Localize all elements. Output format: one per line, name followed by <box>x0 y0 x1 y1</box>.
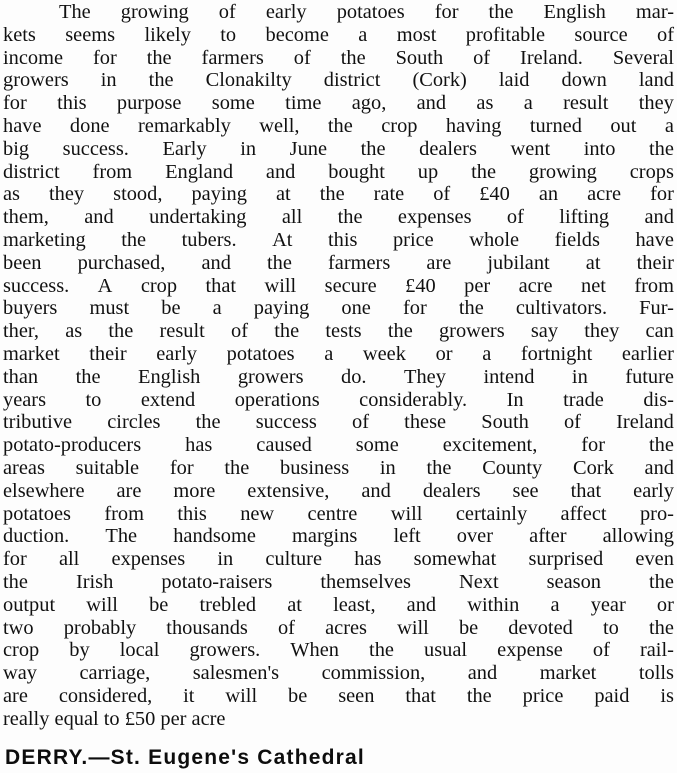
article-line: big success. Early in June the dealers went into the <box>3 137 674 160</box>
section-heading: DERRY.—St. Eugene's Cathedral <box>5 746 365 769</box>
article-line: duction. The handsome margins left over after allowing <box>3 525 674 548</box>
article-line: really equal to £50 per acre <box>3 707 226 730</box>
article-line: ther, as the result of the tests the growers say they can <box>3 320 674 343</box>
article-line: output will be trebled at least, and within a year or <box>3 593 674 616</box>
article-line: as they stood, paying at the rate of £40 an acre for <box>3 183 674 206</box>
article-line: The growing of early potatoes for the English mar- <box>59 1 674 23</box>
article-line: growers in the Clonakilty district (Cork) laid down land <box>3 69 674 92</box>
article-line: crop by local growers. When the usual expense of rail- <box>3 639 674 662</box>
article-line: the Irish potato-raisers themselves Next season the <box>3 570 674 593</box>
article-line: have done remarkably well, the crop having turned out a <box>3 114 674 137</box>
article-line: elsewhere are more extensive, and dealers see that early <box>3 479 674 502</box>
article-line: than the English growers do. They intend in future <box>3 365 674 388</box>
article-line: market their early potatoes a week or a fortnight earlier <box>3 342 674 365</box>
article-body <box>3 1 674 731</box>
article-line: for this purpose some time ago, and as a result they <box>3 92 674 115</box>
article-line: them, and undertaking all the expenses of lifting and <box>3 206 674 229</box>
article-line: years to extend operations considerably. In trade dis- <box>3 388 674 411</box>
article-line: success. A crop that will secure £40 per acre net from <box>3 274 674 297</box>
article-line: two probably thousands of acres will be devoted to the <box>3 616 674 639</box>
article-line: are considered, it will be seen that the price paid is <box>3 684 674 707</box>
article-line: tributive circles the success of these South of Ireland <box>3 411 674 434</box>
article-line: buyers must be a paying one for the cultivators. Fur- <box>3 297 674 320</box>
article-line: areas suitable for the business in the County Cork and <box>3 456 674 479</box>
article-line: for all expenses in culture has somewhat surprised even <box>3 548 674 571</box>
article-line: income for the farmers of the South of Ireland. Several <box>3 46 674 69</box>
article-line: marketing the tubers. At this price whole fields have <box>3 228 674 251</box>
article-line: kets seems likely to become a most profitable source of <box>3 23 674 46</box>
article-line: district from England and bought up the growing crops <box>3 160 674 183</box>
article-line: been purchased, and the farmers are jubilant at their <box>3 251 674 274</box>
article-line: way carriage, salesmen's commission, and market tolls <box>3 662 674 685</box>
article-line: potato-producers has caused some excitement, for the <box>3 434 674 457</box>
article-line: potatoes from this new centre will certainly affect pro- <box>3 502 674 525</box>
